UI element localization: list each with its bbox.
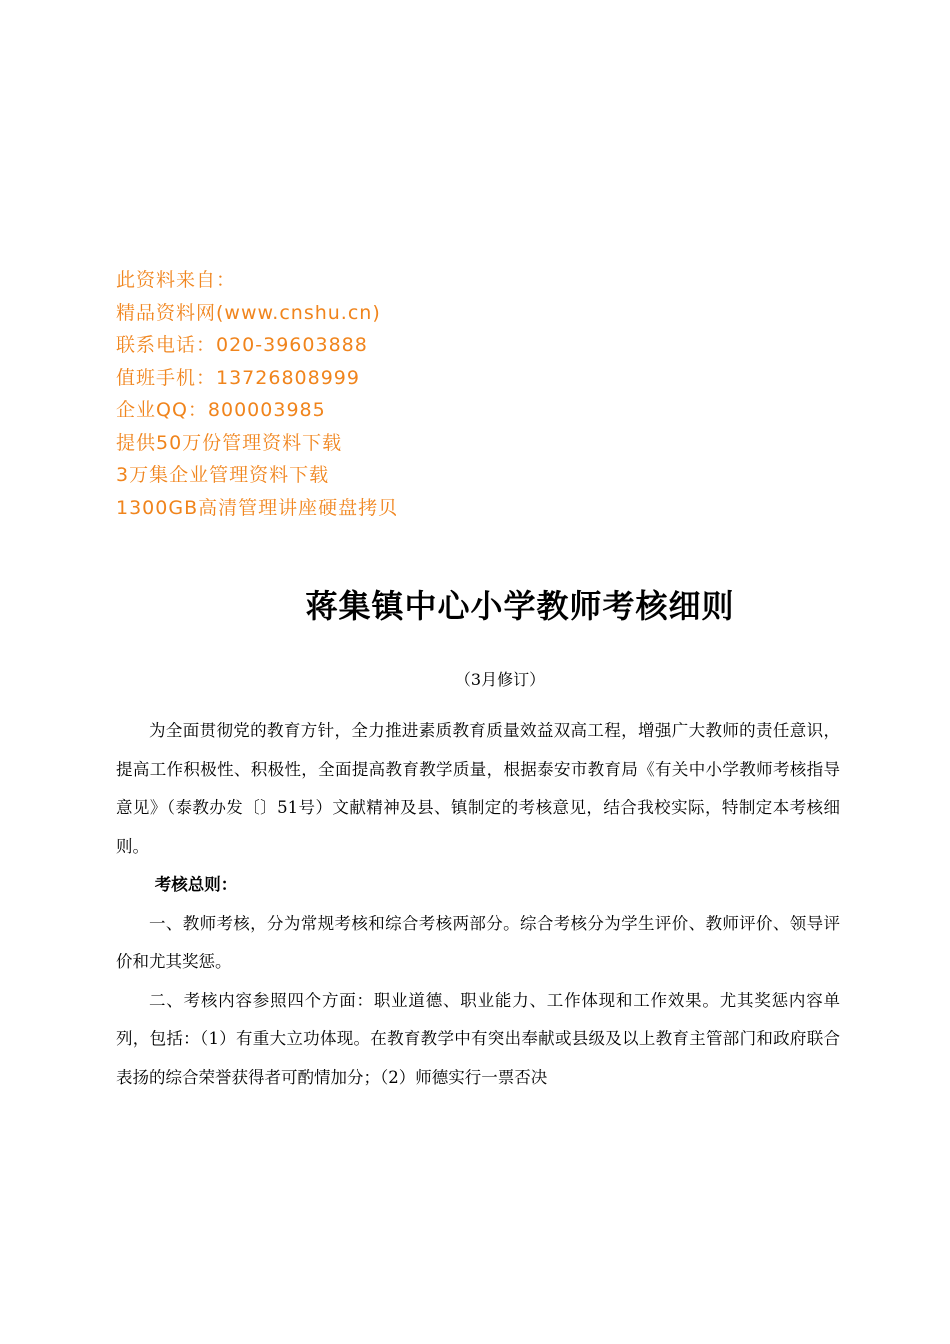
promo-line-1: 提供50万份管理资料下载 bbox=[116, 431, 343, 454]
promo-line-2: 3万集企业管理资料下载 bbox=[116, 464, 330, 486]
qq-line: 企业QQ：800003985 bbox=[116, 399, 326, 421]
source-line: 此资料来自： bbox=[116, 269, 237, 291]
phone-line: 联系电话：020-39603888 bbox=[116, 334, 368, 356]
paragraph-2: 二、考核内容参照四个方面：职业道德、职业能力、工作体现和工作效果。尤其奖惩内容单列，包括：（1）有重大立功体现。在教育教学中有突出奉献或县级及以上教育主管部门和政府联合表扬的综合荣誉获得者可酌情加分；（2）师德实行一票否决 bbox=[116, 990, 840, 1087]
mobile-line: 值班手机：13726808999 bbox=[116, 366, 360, 389]
intro-paragraph: 为全面贯彻党的教育方针，全力推进素质教育质量效益双高工程，增强广大教师的责任意识，提高工作积极性、积极性，全面提高教育教学质量，根据泰安市教育局《有关中小学教师考核指导意见》（泰教办发〔〕51号）文献精神及县、镇制定的考核意见，结合我校实际，特制定本考核细则。 bbox=[116, 721, 840, 856]
document-body bbox=[116, 712, 840, 1097]
website-line: 精品资料网(www.cnshu.cn) bbox=[116, 301, 381, 324]
source-info-block bbox=[116, 264, 616, 524]
document-title: 蒋集镇中心小学教师考核细则 bbox=[305, 587, 735, 625]
paragraph-1: 一、教师考核，分为常规考核和综合考核两部分。综合考核分为学生评价、教师评价、领导评价和尤其奖惩。 bbox=[116, 913, 840, 971]
section-heading: 考核总则： bbox=[154, 875, 238, 894]
promo-line-3: 1300GB高清管理讲座硬盘拷贝 bbox=[116, 496, 399, 519]
document-subtitle: （3月修订） bbox=[454, 670, 546, 689]
